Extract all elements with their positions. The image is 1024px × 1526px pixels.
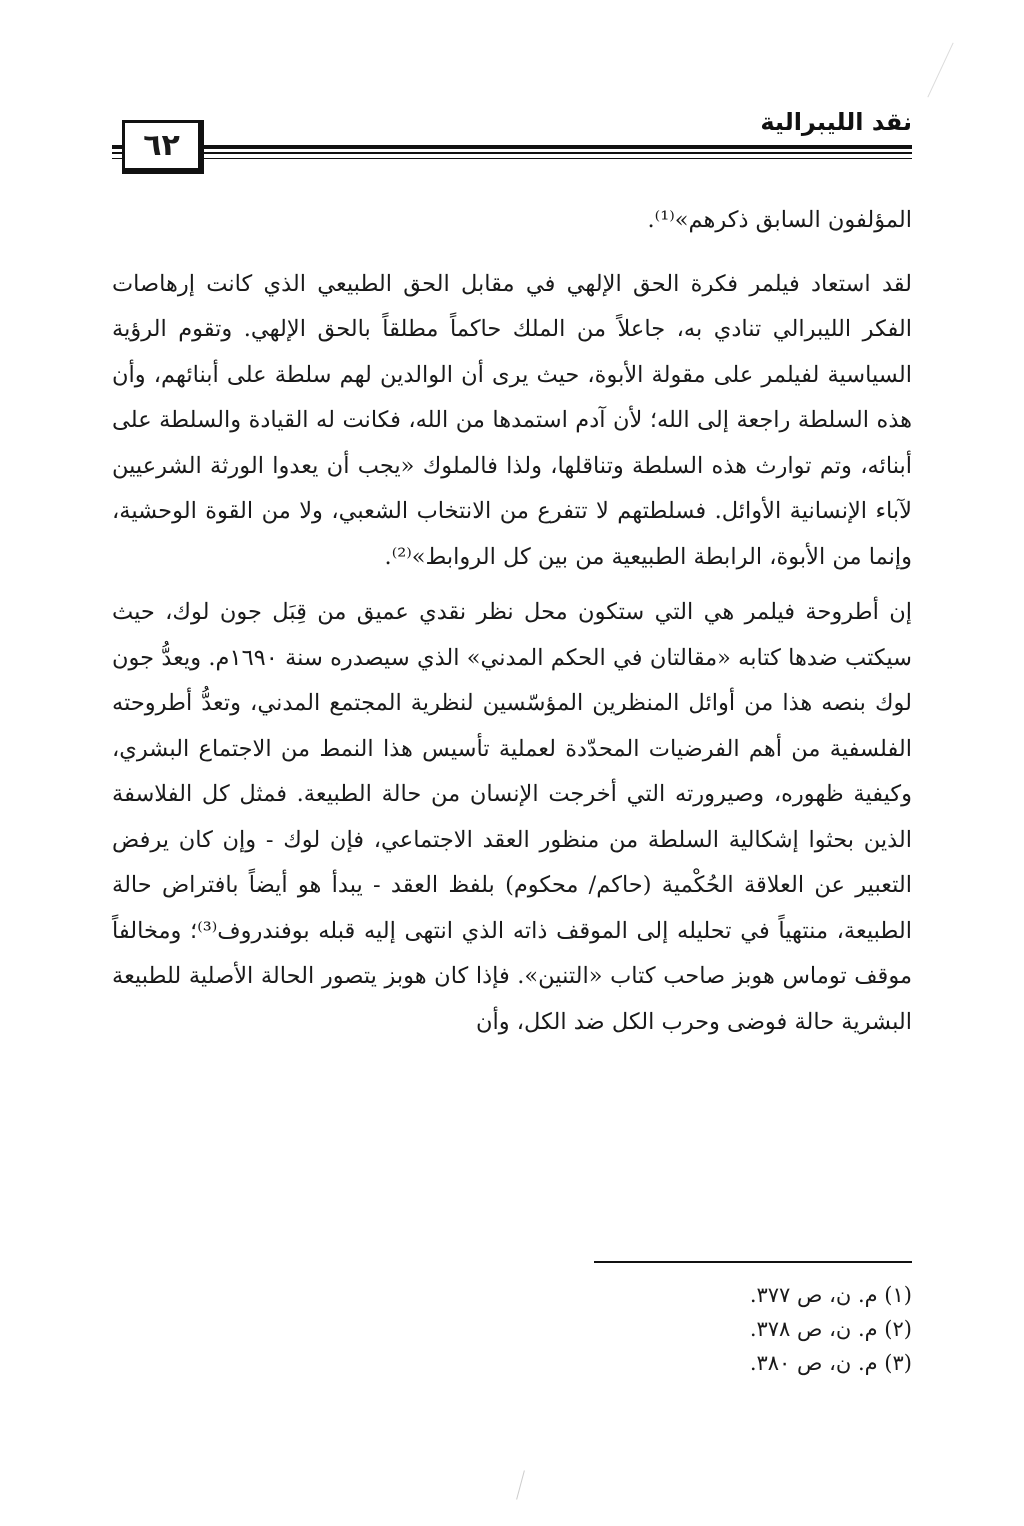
footnote-separator bbox=[594, 1261, 912, 1263]
running-title: نقد الليبرالية bbox=[760, 108, 912, 136]
header-rule bbox=[112, 152, 912, 154]
paragraph: المؤلفون السابق ذكرهم»⁽¹⁾. bbox=[647, 207, 912, 233]
body-text bbox=[112, 198, 912, 1055]
page-number: ٦٢ bbox=[122, 120, 204, 174]
footnotes bbox=[750, 1278, 912, 1380]
scan-artifact bbox=[516, 1470, 525, 1499]
header-rule bbox=[112, 158, 912, 159]
footnote: (٢) م. ن، ص ٣٧٨. bbox=[749, 1317, 912, 1341]
scan-artifact bbox=[927, 43, 953, 98]
footnote: (٣) م. ن، ص ٣٨٠. bbox=[749, 1351, 912, 1375]
paragraph: إن أطروحة فيلمر هي التي ستكون محل نظر نقدي عميق من قِبَل جون لوك، حيث سيكتب ضدها كتابه «مقالتان في الحكم المدني» الذي سيصدره سنة ١٦٩٠م. ويعدُّ جون لوك بنصه هذا من أوائل المنظرين المؤسّسين لنظرية المجتمع المدني، وتعدُّ أطروحته الفلسفية من أهم الفرضيات المحدّدة لعملية تأسيس هذا النمط من الاجتماع البشري، وكيفية ظهوره، وصيرورته التي أخرجت الإنسان من حالة الطبيعة. فمثل كل الفلاسفة الذين بحثوا إشكالية السلطة من منظور العقد الاجتماعي، فإن لوك - وإن كان يرفض التعبير عن العلاقة الحُكْمية (حاكم/ محكوم) بلفظ العقد - يبدأ هو أيضاً بافتراض حالة الطبيعة، منتهياً في تحليله إلى الموقف ذاته الذي انتهى إليه قبله بوفندروف⁽³⁾؛ ومخالفاً موقف توماس هوبز صاحب كتاب «التنين». فإذا كان هوبز يتصور الحالة الأصلية للطبيعة البشرية حالة فوضى وحرب الكل ضد الكل، وأن bbox=[112, 599, 912, 1035]
footnote: (١) م. ن، ص ٣٧٧. bbox=[749, 1283, 912, 1307]
header-rule bbox=[112, 145, 912, 149]
paragraph: لقد استعاد فيلمر فكرة الحق الإلهي في مقابل الحق الطبيعي الذي كانت إرهاصات الفكر الليبرالي تنادي به، جاعلاً من الملك حاكماً مطلقاً بالحق الإلهي. وتقوم الرؤية السياسية لفيلمر على مقولة الأبوة، حيث يرى أن الوالدين لهم سلطة على أبنائهم، وأن هذه السلطة راجعة إلى الله؛ لأن آدم استمدها من الله، فكانت له القيادة والسلطة على أبنائه، وتم توارث هذه السلطة وتناقلها، ولذا فالملوك «يجب أن يعدوا الورثة الشرعيين لآباء الإنسانية الأوائل. فسلطتهم لا تتفرع من الانتخاب الشعبي، ولا من القوة الوحشية، وإنما من الأبوة، الرابطة الطبيعية من بين كل الروابط»⁽²⁾. bbox=[112, 270, 912, 570]
